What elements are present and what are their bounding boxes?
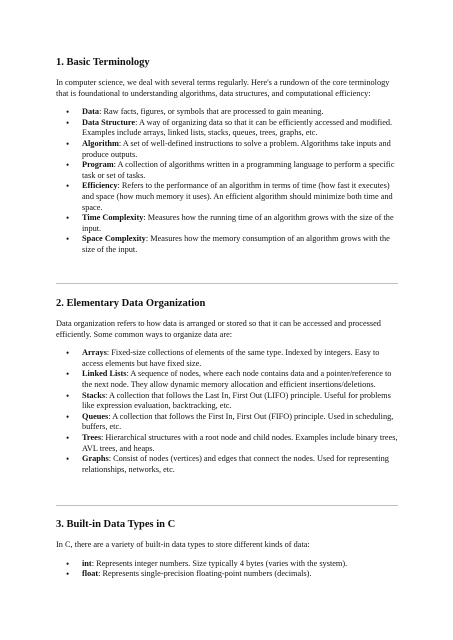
section-intro: In C, there are a variety of built-in data types to store different kinds of data: <box>56 540 310 549</box>
item-desc: : Consist of nodes (vertices) and edges that connect the nodes. Used for representing relationships, networks, etc. <box>82 454 389 474</box>
item-desc: : A collection that follows the First In, First Out (FIFO) principle. Used in scheduling, buffers, etc. <box>82 411 394 432</box>
list-item <box>56 433 401 454</box>
item-desc: : Represents single-precision floating-point numbers (decimals). <box>98 569 312 579</box>
item-desc: : Hierarchical structures with a root node and child nodes. Examples include binary trees, AVL trees, and heaps. <box>82 432 398 453</box>
item-term: Linked Lists <box>82 369 127 379</box>
list-item <box>56 234 401 255</box>
item-term: Stacks <box>82 390 106 400</box>
section-divider <box>56 505 398 506</box>
item-desc: : Refers to the performance of an algorithm in terms of time (how fast it executes) and space (how much memory it uses). An efficient algorithm should minimize both time and space. <box>82 181 393 212</box>
item-term: float <box>82 569 99 579</box>
list-item <box>56 107 401 118</box>
list-item <box>56 369 401 390</box>
section-intro: Data organization refers to how data is arranged or stored so that it can be accessed and processed efficiently. Some common ways to organize data are: <box>56 319 381 339</box>
section-heading: 3. Built-in Data Types in C <box>56 519 176 530</box>
item-term: Algorithm <box>82 138 119 148</box>
item-desc: : Measures how the running time of an algorithm grows with the size of the input. <box>82 213 394 233</box>
item-term: Program <box>82 160 114 170</box>
item-desc: : A collection of algorithms written in a programming language to perform a specific task or set of tasks. <box>82 160 395 180</box>
term-list <box>56 559 401 580</box>
list-item <box>56 139 401 160</box>
item-desc: : Represents integer numbers. Size typically 4 bytes (varies with the system). <box>91 558 348 568</box>
term-list <box>56 348 401 475</box>
item-desc: : A sequence of nodes, where each node contains data and a pointer/reference to the next node. They allow dynamic memory allocation and efficient insertions/deletions. <box>82 369 392 389</box>
list-item <box>56 412 401 433</box>
list-item <box>56 181 401 213</box>
item-desc: : A set of well-defined instructions to solve a problem. Algorithms take inputs and produce outputs. <box>82 138 391 159</box>
section-intro: In computer science, we deal with several terms regularly. Here's a rundown of the core terminology that is foundational to understanding algorithms, data structures, and computational efficiency: <box>56 78 390 98</box>
section-divider <box>56 283 398 284</box>
list-item <box>56 559 401 570</box>
item-term: Queues <box>82 411 109 421</box>
list-item <box>56 391 401 412</box>
section-elementary-data-organization <box>56 297 401 475</box>
list-item <box>56 348 401 369</box>
item-term: Arrays <box>82 348 107 358</box>
item-desc: : Measures how the memory consumption of an algorithm grows with the size of the input. <box>82 234 390 254</box>
item-term: int <box>82 558 92 568</box>
item-term: Data Structure <box>82 117 136 127</box>
section-heading: 1. Basic Terminology <box>56 57 150 68</box>
item-term: Graphs <box>82 454 109 464</box>
item-term: Trees <box>82 432 102 442</box>
item-term: Efficiency <box>82 181 118 191</box>
term-list <box>56 107 401 255</box>
item-term: Data <box>82 107 100 117</box>
section-built-in-data-types <box>56 518 401 580</box>
list-item <box>56 569 401 580</box>
list-item <box>56 160 401 181</box>
list-item <box>56 118 401 139</box>
section-heading: 2. Elementary Data Organization <box>56 298 206 309</box>
list-item <box>56 454 401 475</box>
list-item <box>56 213 401 234</box>
item-desc: : A way of organizing data so that it can be efficiently accessed and modified. Examples include arrays, linked lists, stacks, queues, trees, graphs, etc. <box>82 117 393 138</box>
section-basic-terminology <box>56 56 401 256</box>
item-term: Space Complexity <box>82 234 146 244</box>
item-desc: : Raw facts, figures, or symbols that are processed to gain meaning. <box>99 107 324 117</box>
item-term: Time Complexity <box>82 213 144 223</box>
item-desc: : A collection that follows the Last In, First Out (LIFO) principle. Useful for problems like expression evaluation, backtracking, etc. <box>82 390 391 411</box>
item-desc: : Fixed-size collections of elements of the same type. Indexed by integers. Easy to access elements but have fixed size. <box>82 348 380 368</box>
